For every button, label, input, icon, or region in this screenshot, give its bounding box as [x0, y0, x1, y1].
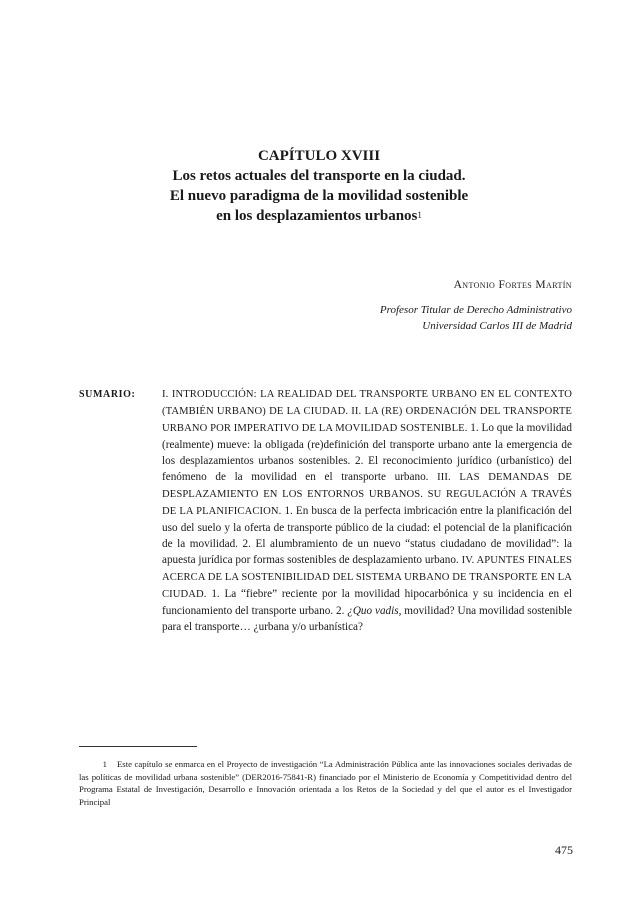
- footnote-ref-marker[interactable]: 1: [417, 210, 422, 220]
- chapter-title-line-3-text: en los desplazamientos urbanos: [216, 208, 418, 224]
- page-number: 475: [555, 843, 573, 857]
- chapter-title-line-3: [0, 206, 638, 226]
- author-position: Profesor Titular de Derecho Administrativo: [379, 304, 572, 316]
- summary-subsections-4b: movilidad? Una movilidad sostenible para el transporte… ¿urbana y/o urbanística?: [162, 605, 572, 633]
- chapter-title-line-2: El nuevo paradigma de la movilidad sostenible: [169, 188, 469, 204]
- summary-section-4: IV. APUNTES FINALES ACERCA DE LA SOSTENIBILIDAD DEL SISTEMA URBANO DE TRANSPORTE EN LA CIUDAD.: [162, 555, 572, 600]
- summary-subsections-4a: 1. La “fiebre” reciente por la movilidad hipocarbónica y su incidencia en el funcionamiento del transporte urbano. 2.: [162, 588, 572, 617]
- summary-subsections-3: 1. En busca de la perfecta imbricación entre la planificación del uso del suelo y la oferta de transporte público de la ciudad: el potencial de la planificación de la movilidad. 2. El alumbramiento de un nuevo “status ciudadano de movilidad”: la apuesta jurídica por formas sostenibles de desplazamiento urbano.: [162, 505, 572, 566]
- summary-label: SUMARIO:: [79, 389, 136, 400]
- author-name: Antonio Fortes Martín: [453, 279, 572, 291]
- author-institution: Universidad Carlos III de Madrid: [422, 320, 572, 332]
- summary-italic-quo-vadis: ¿Quo vadis,: [347, 605, 402, 617]
- summary-subsections-2: 1. Lo que la movilidad (realmente) mueve: la obligada (re)definición del transporte urbano ante la emergencia de los desplazamientos urbanos sostenibles. 2. El reconocimiento jurídico (urbanístico) del fenómeno de la movilidad en el transporte urbano.: [162, 422, 572, 483]
- chapter-number: CAPÍTULO XVIII: [257, 148, 381, 164]
- summary-section-3: III. LAS DEMANDAS DE DESPLAZAMIENTO EN LOS ENTORNOS URBANOS. SU REGULACIÓN A TRAVÉS DE LA PLANIFICACION.: [162, 472, 572, 517]
- footnote: [79, 758, 572, 808]
- chapter-title-line-1: Los retos actuales del transporte en la ciudad.: [172, 168, 466, 184]
- summary-section-1-2: I. INTRODUCCIÓN: LA REALIDAD DEL TRANSPORTE URBANO EN EL CONTEXTO (TAMBIÉN URBANO) DE LA CIUDAD. II. LA (RE) ORDENACIÓN DEL TRANSPORTE URBANO POR IMPERATIVO DE LA MOVILIDAD SOSTENIBLE.: [162, 389, 572, 434]
- author-affiliation: [380, 302, 572, 334]
- chapter-heading: [0, 146, 638, 226]
- footnote-text: Este capítulo se enmarca en el Proyecto de investigación “La Administración Pública ante las innovaciones sociales derivadas de las políticas de movilidad urbana sostenible” (DER2016-75841-R) financiado por el Ministerio de Economía y Competitividad dentro del Programa Estatal de Investigación, Desarrollo e Innovación orientada a los Retos de la Sociedad y del que el autor es el Investigador Principal: [79, 759, 572, 807]
- summary-text: [162, 386, 572, 635]
- footnote-divider: [79, 746, 197, 747]
- footnote-number: 1: [102, 759, 107, 769]
